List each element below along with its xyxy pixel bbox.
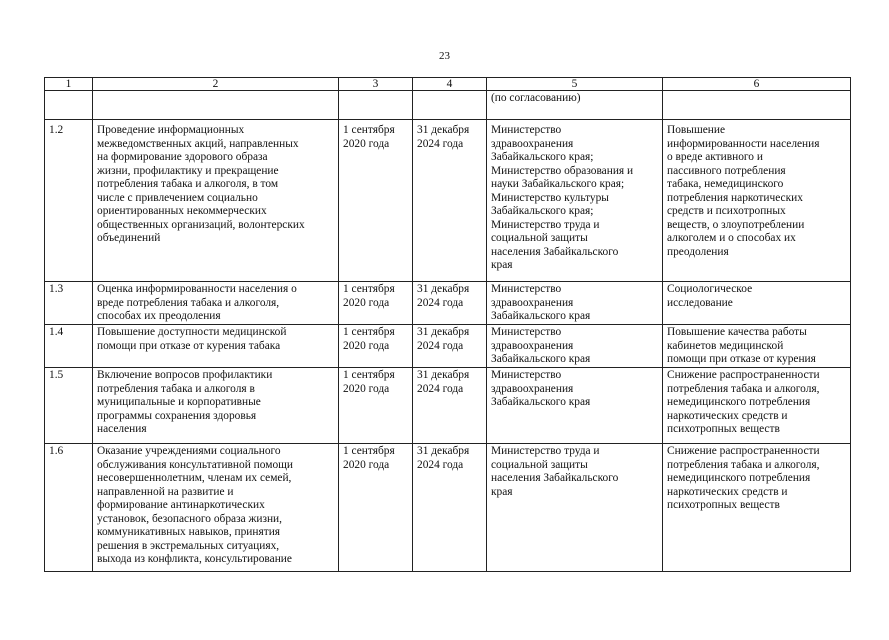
- end-date-cell: 31 декабря 2024 года: [413, 368, 487, 444]
- column-header: 4: [413, 78, 487, 91]
- table-cell: [663, 91, 851, 120]
- measures-table: [44, 77, 851, 572]
- start-date-cell: 1 сентября 2020 года: [339, 120, 413, 282]
- activity-cell: Повышение доступности медицинской помощи при отказе от курения табака: [93, 325, 339, 368]
- start-date-cell: 1 сентября 2020 года: [339, 368, 413, 444]
- activity-cell: Проведение информационных межведомственных акций, направленных на формирование здорового образа жизни, профилактику и прекращение потребления табака и алкоголя, в том числе с привлечением социально ориентированных некоммерческих общественных организаций, волонтерских объединений: [93, 120, 339, 282]
- column-header: 2: [93, 78, 339, 91]
- table-row: [45, 282, 851, 325]
- activity-cell: Оценка информированности населения о вреде потребления табака и алкоголя, способах их преодоления: [93, 282, 339, 325]
- table-cell-executor: (по согласованию): [487, 91, 663, 120]
- end-date-cell: 31 декабря 2024 года: [413, 325, 487, 368]
- page-number: 23: [439, 50, 450, 62]
- column-header: 5: [487, 78, 663, 91]
- row-number: 1.4: [45, 325, 93, 368]
- table-header-row: [45, 78, 851, 91]
- table-row: [45, 444, 851, 572]
- table-cell: [93, 91, 339, 120]
- table-cell: [45, 91, 93, 120]
- executor-cell: Министерство здравоохранения Забайкальского края: [487, 282, 663, 325]
- column-header: 3: [339, 78, 413, 91]
- activity-cell: Оказание учреждениями социального обслуживания консультативной помощи несовершеннолетним, членам их семей, направленной на развитие и формирование антинаркотических установок, безопасного образа жизни, коммуникативных навыков, принятия решения в экстремальных ситуациях, выхода из конфликта, консультирование: [93, 444, 339, 572]
- row-number: 1.5: [45, 368, 93, 444]
- executor-cell: Министерство труда и социальной защиты населения Забайкальского края: [487, 444, 663, 572]
- start-date-cell: 1 сентября 2020 года: [339, 325, 413, 368]
- table-row: [45, 120, 851, 282]
- result-cell: Снижение распространенности потребления табака и алкоголя, немедицинского потребления наркотических средств и психотропных веществ: [663, 368, 851, 444]
- column-header: 6: [663, 78, 851, 91]
- result-cell: Повышение качества работы кабинетов медицинской помощи при отказе от курения: [663, 325, 851, 368]
- executor-cell: Министерство здравоохранения Забайкальского края: [487, 368, 663, 444]
- table-row-continuation: [45, 91, 851, 120]
- table-cell: [413, 91, 487, 120]
- result-cell: Повышение информированности населения о вреде активного и пассивного потребления табака, немедицинского потребления наркотических средств и психотропных веществ, о злоупотреблении алкоголем и о способах их преодоления: [663, 120, 851, 282]
- start-date-cell: 1 сентября 2020 года: [339, 444, 413, 572]
- row-number: 1.6: [45, 444, 93, 572]
- row-number: 1.3: [45, 282, 93, 325]
- column-header: 1: [45, 78, 93, 91]
- end-date-cell: 31 декабря 2024 года: [413, 444, 487, 572]
- table-cell: [339, 91, 413, 120]
- start-date-cell: 1 сентября 2020 года: [339, 282, 413, 325]
- row-number: 1.2: [45, 120, 93, 282]
- table-row: [45, 325, 851, 368]
- result-cell: Социологическое исследование: [663, 282, 851, 325]
- table-row: [45, 368, 851, 444]
- result-cell: Снижение распространенности потребления табака и алкоголя, немедицинского потребления наркотических средств и психотропных веществ: [663, 444, 851, 572]
- executor-cell: Министерство здравоохранения Забайкальского края; Министерство образования и науки Забайкальского края; Министерство культуры Забайкальского края; Министерство труда и социальной защиты населения Забайкальского края: [487, 120, 663, 282]
- activity-cell: Включение вопросов профилактики потребления табака и алкоголя в муниципальные и корпоративные программы сохранения здоровья населения: [93, 368, 339, 444]
- end-date-cell: 31 декабря 2024 года: [413, 282, 487, 325]
- end-date-cell: 31 декабря 2024 года: [413, 120, 487, 282]
- executor-cell: Министерство здравоохранения Забайкальского края: [487, 325, 663, 368]
